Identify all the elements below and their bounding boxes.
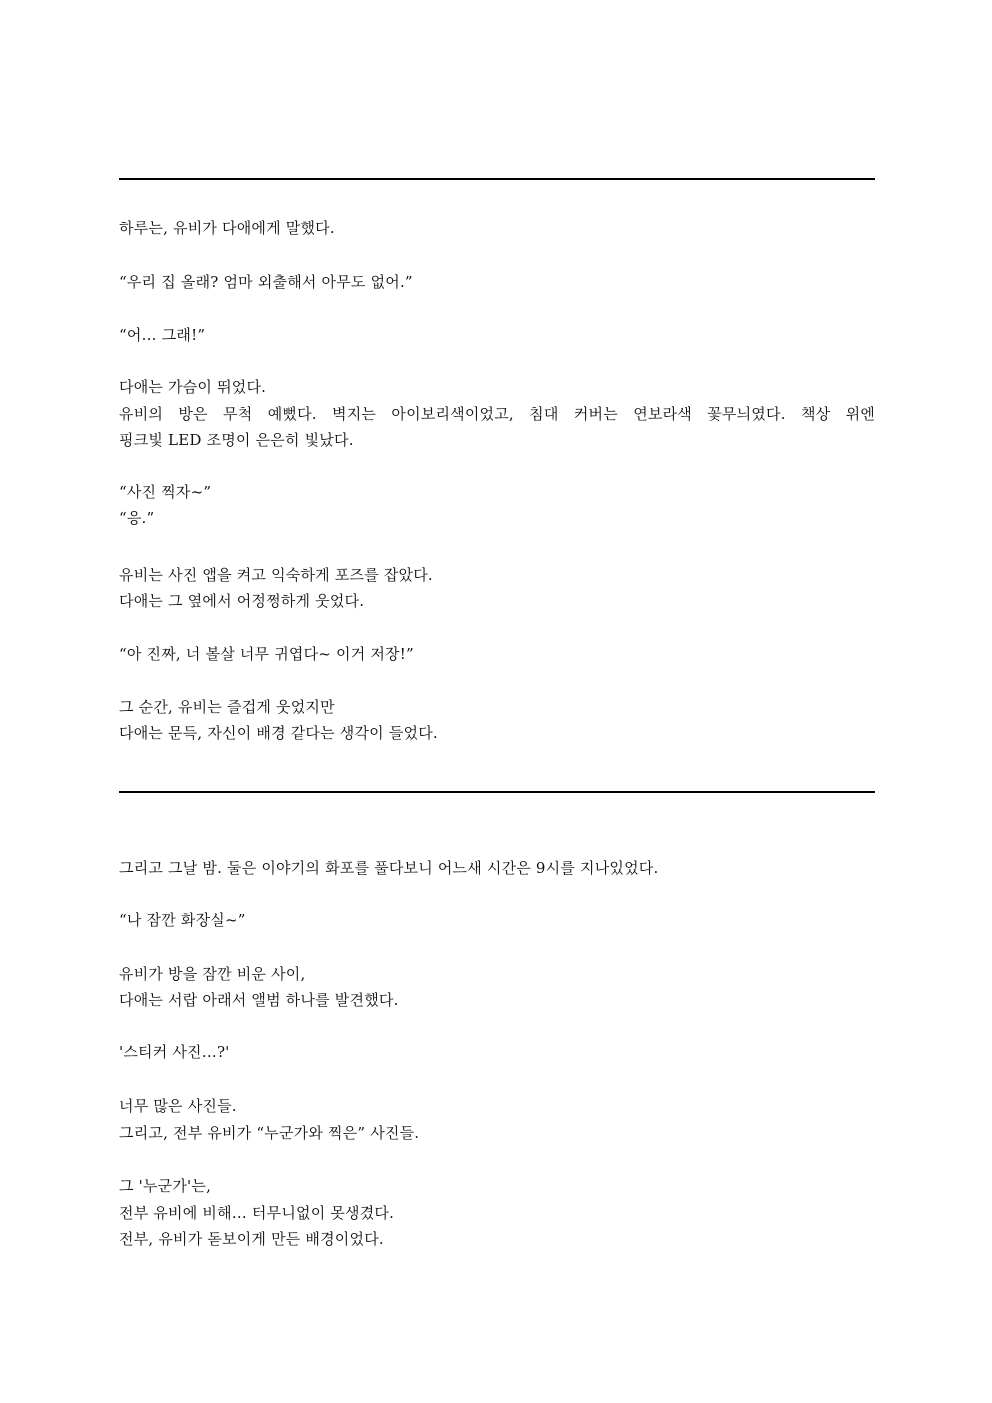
paragraph-line: 그 순간, 유비는 즐겁게 웃었지만 bbox=[119, 698, 335, 716]
paragraph-line: 다애는 그 옆에서 어정쩡하게 웃었다. bbox=[119, 592, 365, 610]
thought-line: '스티커 사진…?' bbox=[119, 1043, 230, 1061]
paragraph-line: 그리고, 전부 유비가 “누군가와 찍은” 사진들. bbox=[119, 1124, 420, 1142]
paragraph-line: 다애는 가슴이 뛰었다. bbox=[119, 378, 267, 396]
paragraph-line: 전부, 유비가 돋보이게 만든 배경이었다. bbox=[119, 1230, 384, 1248]
section-divider-top bbox=[119, 178, 875, 180]
section-divider-middle bbox=[119, 791, 875, 793]
dialogue-line: “어… 그래!” bbox=[119, 326, 206, 344]
dialogue-line: “응.” bbox=[119, 509, 155, 527]
paragraph-line: 다애는 문득, 자신이 배경 같다는 생각이 들었다. bbox=[119, 724, 438, 742]
paragraph-line: 유비는 사진 앱을 켜고 익숙하게 포즈를 잡았다. bbox=[119, 566, 433, 584]
paragraph-line: 너무 많은 사진들. bbox=[119, 1097, 237, 1115]
paragraph-line: 다애는 서랍 아래서 앨범 하나를 발견했다. bbox=[119, 991, 399, 1009]
dialogue-line: “아 진짜, 너 볼살 너무 귀엽다~ 이거 저장!” bbox=[119, 645, 414, 663]
dialogue-line: “나 잠깐 화장실~” bbox=[119, 911, 246, 929]
paragraph-line: 전부 유비에 비해… 터무니없이 못생겼다. bbox=[119, 1204, 395, 1222]
paragraph-line: 유비가 방을 잠깐 비운 사이, bbox=[119, 965, 306, 983]
dialogue-line: “우리 집 올래? 엄마 외출해서 아무도 없어.” bbox=[119, 273, 413, 291]
paragraph-line: 그리고 그날 밤. 둘은 이야기의 화포를 풀다보니 어느새 시간은 9시를 지나있었다. bbox=[119, 859, 659, 877]
paragraph-line: 하루는, 유비가 다애에게 말했다. bbox=[119, 219, 335, 237]
dialogue-line: “사진 찍자~” bbox=[119, 483, 212, 501]
paragraph-line: 유비의 방은 무척 예뻤다. 벽지는 아이보리색이었고, 침대 커버는 연보라색 꽃무늬였다. 책상 위엔 bbox=[119, 405, 875, 423]
paragraph-line: 핑크빛 LED 조명이 은은히 빛났다. bbox=[119, 431, 354, 449]
paragraph-line: 그 '누군가'는, bbox=[119, 1177, 212, 1195]
